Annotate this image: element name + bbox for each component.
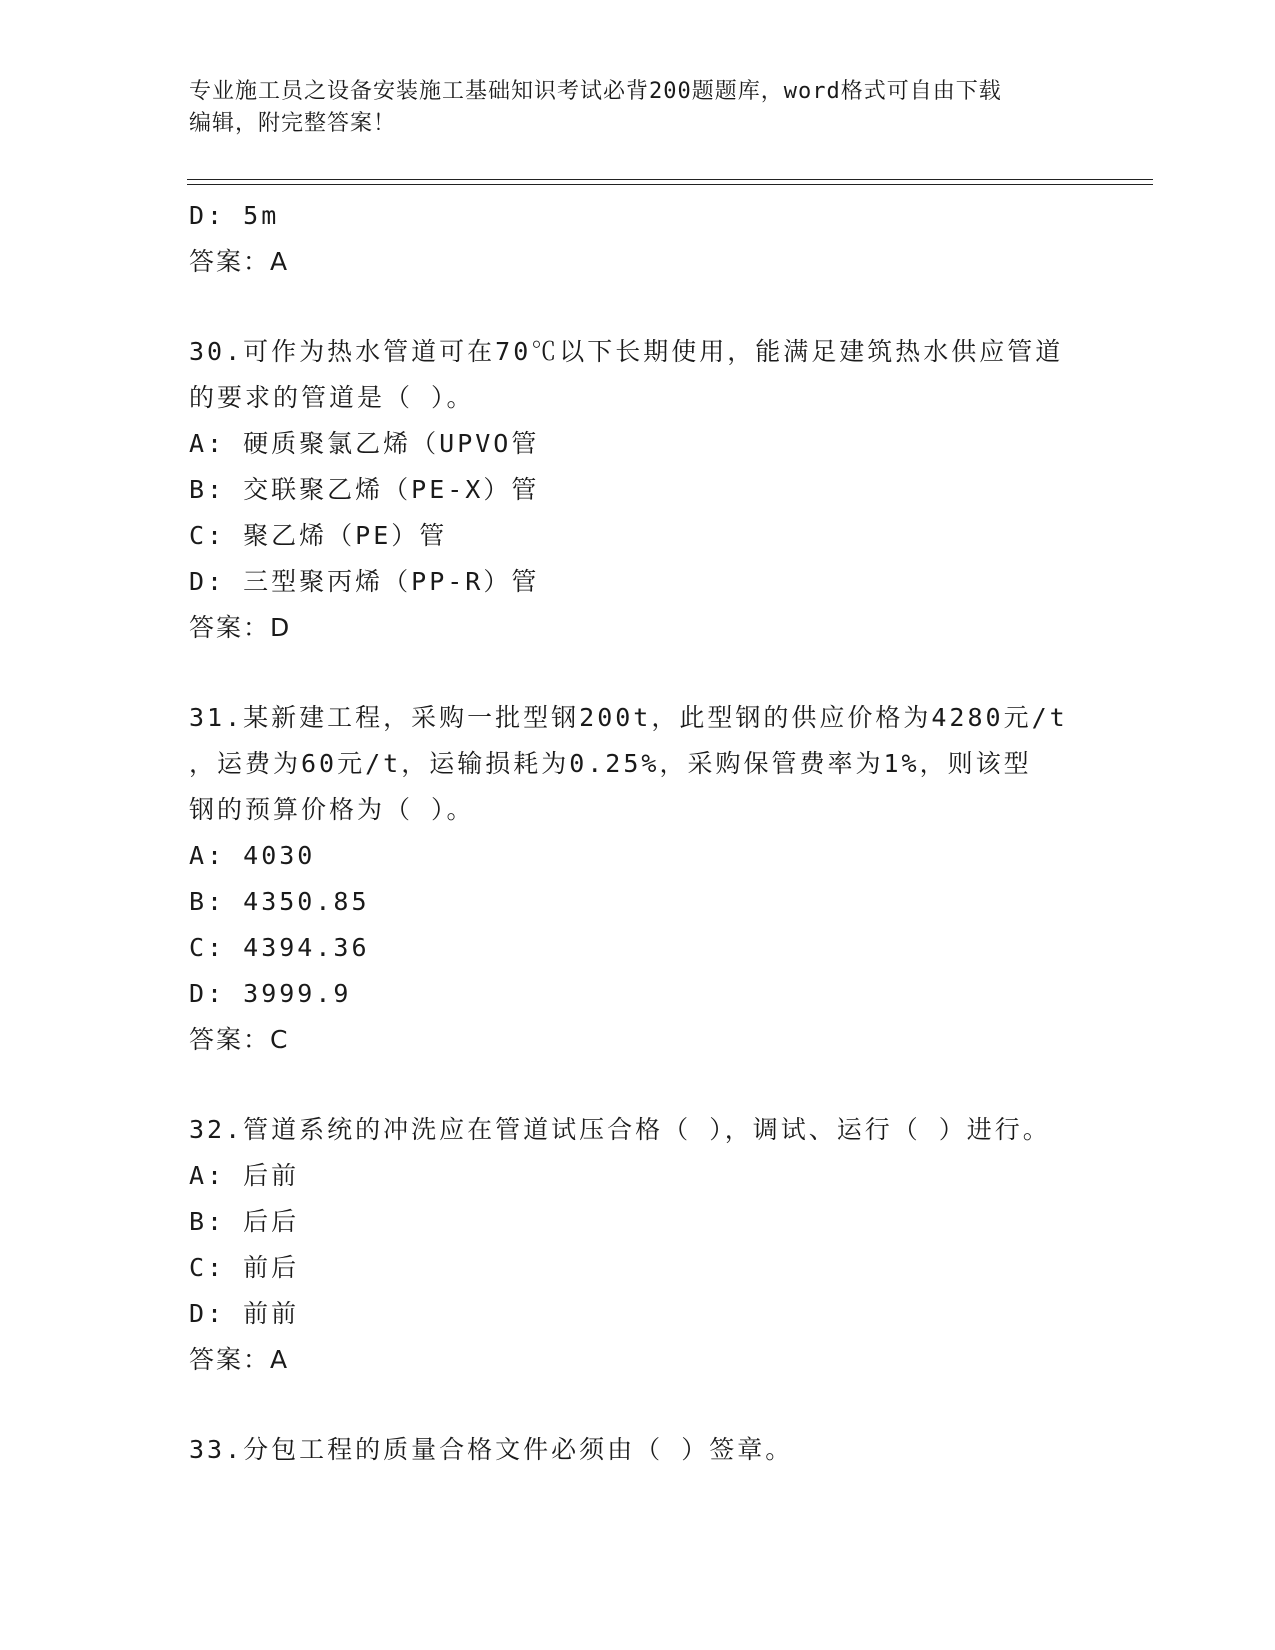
question-stem: 33.分包工程的质量合格文件必须由（ ）签章。 xyxy=(189,1435,794,1464)
option-d: D: 前前 xyxy=(189,1299,300,1328)
option-a: A: 硬质聚氯乙烯（UPVO管 xyxy=(189,429,540,458)
option-c: C: 前后 xyxy=(189,1253,300,1282)
question-stem: ，运费为60元/t，运输损耗为0.25%，采购保管费率为1%，则该型 xyxy=(189,749,1032,778)
document-header xyxy=(189,76,1089,140)
option-c: C: 聚乙烯（PE）管 xyxy=(189,521,448,550)
question-32 xyxy=(189,1107,1089,1383)
header-divider-bottom xyxy=(187,184,1153,185)
question-stem: 31.某新建工程，采购一批型钢200t，此型钢的供应价格为4280元/t xyxy=(189,703,1068,732)
header-divider-top xyxy=(187,179,1153,180)
question-stem: 30.可作为热水管道可在70℃以下长期使用，能满足建筑热水供应管道 xyxy=(189,337,1064,366)
option-b: B: 4350.85 xyxy=(189,887,370,916)
option-d: D: 3999.9 xyxy=(189,979,352,1008)
header-title-line-2: 编辑，附完整答案！ xyxy=(189,111,397,136)
option-c: C: 4394.36 xyxy=(189,933,370,962)
question-33 xyxy=(189,1427,1089,1473)
option-a: A: 后前 xyxy=(189,1161,300,1190)
question-31 xyxy=(189,695,1089,1063)
question-30 xyxy=(189,329,1089,651)
answer-line: 答案：A xyxy=(189,1345,290,1374)
answer-line: 答案：C xyxy=(189,1025,290,1054)
question-29-tail xyxy=(189,193,1089,285)
option-b: B: 后后 xyxy=(189,1207,300,1236)
option-d: D: 5m xyxy=(189,201,280,230)
option-b: B: 交联聚乙烯（PE-X）管 xyxy=(189,475,540,504)
answer-line: 答案：D xyxy=(189,613,292,642)
question-list xyxy=(189,193,1089,1473)
header-title-line-1: 专业施工员之设备安装施工基础知识考试必背200题题库，word格式可自由下载 xyxy=(189,79,1002,104)
question-stem: 的要求的管道是（ ）。 xyxy=(189,383,475,412)
question-stem: 32.管道系统的冲洗应在管道试压合格（ ），调试、运行（ ）进行。 xyxy=(189,1115,1051,1144)
option-a: A: 4030 xyxy=(189,841,316,870)
answer-line: 答案：A xyxy=(189,247,290,276)
option-d: D: 三型聚丙烯（PP-R）管 xyxy=(189,567,540,596)
question-stem: 钢的预算价格为（ ）。 xyxy=(189,795,475,824)
